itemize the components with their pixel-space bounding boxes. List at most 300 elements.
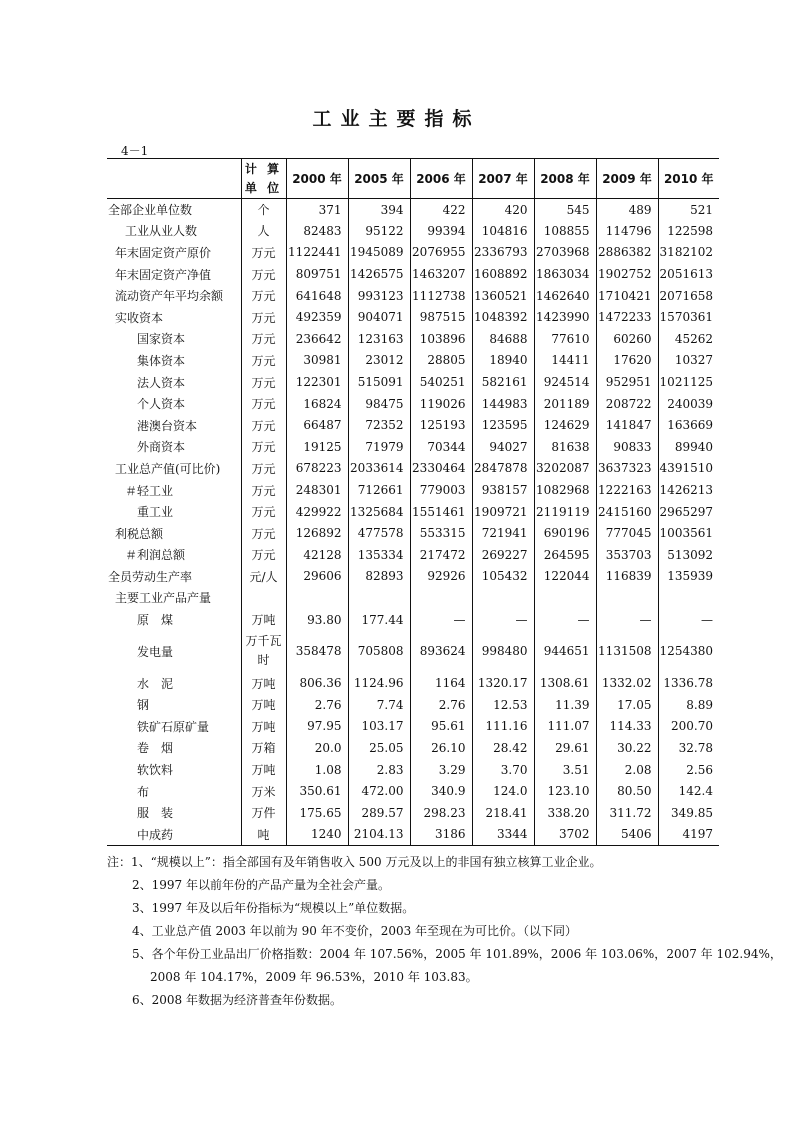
header-unit: 计 算 单 位 — [241, 159, 286, 199]
cell-value: 8.89 — [658, 694, 719, 716]
table-row — [107, 350, 719, 372]
cell-value: 72352 — [348, 414, 410, 436]
cell-value: 987515 — [410, 306, 472, 328]
row-label: 工业从业人数 — [125, 224, 198, 239]
cell-value: 422 — [410, 199, 472, 221]
row-unit: 万元 — [241, 393, 286, 415]
row-label: 主要工业产品产量 — [115, 591, 212, 606]
footnote: 2、1997 年以前年份的产品产量为全社会产量。 — [132, 878, 390, 892]
row-unit: 万箱 — [241, 737, 286, 759]
row-unit: 万元 — [241, 285, 286, 307]
row-label: 发电量 — [137, 644, 174, 659]
cell-value: 218.41 — [472, 802, 534, 824]
cell-value: 25.05 — [348, 737, 410, 759]
cell-value: 2.76 — [410, 694, 472, 716]
table-row — [107, 393, 719, 415]
cell-value: 2033614 — [348, 458, 410, 480]
table-row — [107, 220, 719, 242]
cell-value: 18940 — [472, 350, 534, 372]
cell-value: 298.23 — [410, 802, 472, 824]
cell-value: 2415160 — [596, 501, 658, 523]
row-label: 工业总产值(可比价) — [115, 461, 221, 476]
cell-value: 545 — [534, 199, 596, 221]
cell-value: 338.20 — [534, 802, 596, 824]
cell-value: 123163 — [348, 328, 410, 350]
cell-value: 952951 — [596, 371, 658, 393]
cell-value: 29.61 — [534, 737, 596, 759]
row-label: 外商资本 — [137, 440, 186, 455]
cell-value: 1360521 — [472, 285, 534, 307]
footnotes — [107, 851, 782, 1012]
cell-value: 3.29 — [410, 759, 472, 781]
row-unit: 万元 — [241, 242, 286, 264]
cell-value: 1608892 — [472, 263, 534, 285]
cell-value: 1021125 — [658, 371, 719, 393]
cell-value: 17.05 — [596, 694, 658, 716]
cell-value: 124.0 — [472, 780, 534, 802]
cell-value: 2104.13 — [348, 824, 410, 846]
row-unit: 万元 — [241, 479, 286, 501]
cell-value: 29606 — [286, 566, 348, 588]
cell-value: 1222163 — [596, 479, 658, 501]
row-unit: 元/人 — [241, 566, 286, 588]
cell-value: 10327 — [658, 350, 719, 372]
footnote: 6、2008 年数据为经济普查年份数据。 — [132, 993, 342, 1007]
row-unit: 万吨 — [241, 694, 286, 716]
cell-value: 7.74 — [348, 694, 410, 716]
row-label: 铁矿石原矿量 — [137, 719, 210, 734]
cell-value: 1240 — [286, 824, 348, 846]
cell-value: 135334 — [348, 544, 410, 566]
row-unit: 万元 — [241, 544, 286, 566]
table-row — [107, 479, 719, 501]
table-row — [107, 737, 719, 759]
row-unit: 万吨 — [241, 609, 286, 631]
cell-value: — — [472, 609, 534, 631]
cell-value — [348, 587, 410, 609]
cell-value: 124629 — [534, 414, 596, 436]
row-unit: 万元 — [241, 414, 286, 436]
cell-value: 84688 — [472, 328, 534, 350]
row-label: 个人资本 — [137, 397, 186, 412]
cell-value: 5406 — [596, 824, 658, 846]
cell-value: 108855 — [534, 220, 596, 242]
cell-value: 2847878 — [472, 458, 534, 480]
cell-value: 2965297 — [658, 501, 719, 523]
cell-value: 103896 — [410, 328, 472, 350]
row-unit: 万件 — [241, 802, 286, 824]
cell-value: 1426575 — [348, 263, 410, 285]
cell-value: 240039 — [658, 393, 719, 415]
cell-value: 70344 — [410, 436, 472, 458]
cell-value: 1320.17 — [472, 672, 534, 694]
cell-value: 2.76 — [286, 694, 348, 716]
cell-value: 1472233 — [596, 306, 658, 328]
cell-value: 3186 — [410, 824, 472, 846]
cell-value: 2.83 — [348, 759, 410, 781]
row-label: 钢 — [137, 698, 150, 713]
cell-value: 1254380 — [658, 630, 719, 672]
cell-value: 1423990 — [534, 306, 596, 328]
cell-value — [534, 587, 596, 609]
row-unit: 万米 — [241, 780, 286, 802]
table-row — [107, 759, 719, 781]
cell-value: 95.61 — [410, 716, 472, 738]
cell-value: 217472 — [410, 544, 472, 566]
header-year: 2008 年 — [534, 159, 596, 199]
table-row — [107, 522, 719, 544]
cell-value: 104816 — [472, 220, 534, 242]
cell-value: 269227 — [472, 544, 534, 566]
cell-value: 2336793 — [472, 242, 534, 264]
cell-value: 340.9 — [410, 780, 472, 802]
cell-value: 26.10 — [410, 737, 472, 759]
table-row — [107, 306, 719, 328]
table-row — [107, 780, 719, 802]
cell-value: 998480 — [472, 630, 534, 672]
table-row — [107, 285, 719, 307]
header-row — [107, 159, 719, 199]
table-row — [107, 694, 719, 716]
row-label: ＃利润总额 — [125, 548, 186, 563]
cell-value: 2.56 — [658, 759, 719, 781]
cell-value: 350.61 — [286, 780, 348, 802]
cell-value: 705808 — [348, 630, 410, 672]
cell-value: 3702 — [534, 824, 596, 846]
table-row — [107, 263, 719, 285]
cell-value: 1863034 — [534, 263, 596, 285]
cell-value: 82483 — [286, 220, 348, 242]
row-unit: 万吨 — [241, 759, 286, 781]
cell-value: 1124.96 — [348, 672, 410, 694]
header-year: 2009 年 — [596, 159, 658, 199]
row-label: 服 装 — [137, 806, 174, 821]
cell-value: 19125 — [286, 436, 348, 458]
row-unit: 万元 — [241, 522, 286, 544]
table-row — [107, 672, 719, 694]
cell-value: 1112738 — [410, 285, 472, 307]
cell-value: 641648 — [286, 285, 348, 307]
cell-value: 712661 — [348, 479, 410, 501]
header-year: 2005 年 — [348, 159, 410, 199]
cell-value: 89940 — [658, 436, 719, 458]
table-row — [107, 436, 719, 458]
cell-value: 429922 — [286, 501, 348, 523]
cell-value: 81638 — [534, 436, 596, 458]
cell-value: 944651 — [534, 630, 596, 672]
cell-value: 993123 — [348, 285, 410, 307]
cell-value: 353703 — [596, 544, 658, 566]
cell-value: 123.10 — [534, 780, 596, 802]
cell-value: 119026 — [410, 393, 472, 415]
cell-value: 111.16 — [472, 716, 534, 738]
table-row — [107, 802, 719, 824]
cell-value: 142.4 — [658, 780, 719, 802]
cell-value: 358478 — [286, 630, 348, 672]
cell-value: 806.36 — [286, 672, 348, 694]
row-label: 中成药 — [107, 824, 241, 846]
row-unit: 人 — [241, 220, 286, 242]
cell-value: 582161 — [472, 371, 534, 393]
cell-value: 777045 — [596, 522, 658, 544]
cell-value: 28805 — [410, 350, 472, 372]
table-row — [107, 199, 719, 221]
header-year: 2000 年 — [286, 159, 348, 199]
row-unit: 万元 — [241, 371, 286, 393]
cell-value: 3182102 — [658, 242, 719, 264]
cell-value: 1570361 — [658, 306, 719, 328]
cell-value: — — [410, 609, 472, 631]
cell-value: 28.42 — [472, 737, 534, 759]
cell-value: 371 — [286, 199, 348, 221]
row-label: 全部企业单位数 — [108, 203, 193, 218]
footnote: 5、各个年份工业品出厂价格指数：2004 年 107.56%，2005 年 101.89%，2006 年 103.06%，2007 年 102.94%， — [132, 947, 782, 961]
cell-value: — — [658, 609, 719, 631]
cell-value: 3344 — [472, 824, 534, 846]
cell-value: 12.53 — [472, 694, 534, 716]
row-unit: 吨 — [241, 824, 286, 846]
cell-value: 924514 — [534, 371, 596, 393]
row-label: 国家资本 — [137, 332, 186, 347]
row-label: 原 煤 — [137, 613, 174, 628]
cell-value: 141847 — [596, 414, 658, 436]
cell-value: 893624 — [410, 630, 472, 672]
cell-value: 111.07 — [534, 716, 596, 738]
row-label: 水 泥 — [137, 676, 174, 691]
table-row — [107, 242, 719, 264]
cell-value: 513092 — [658, 544, 719, 566]
cell-value — [658, 587, 719, 609]
cell-value: 938157 — [472, 479, 534, 501]
header-indicator — [107, 159, 241, 199]
cell-value: 30981 — [286, 350, 348, 372]
row-label: 重工业 — [137, 505, 174, 520]
row-label: 港澳台资本 — [137, 418, 198, 433]
cell-value — [596, 587, 658, 609]
cell-value: 1082968 — [534, 479, 596, 501]
footnote: 注：1、“规模以上”：指全部国有及年销售收入 500 万元及以上的非国有独立核算工业企业。 — [107, 855, 602, 869]
row-label: 集体资本 — [137, 353, 186, 368]
row-unit: 个 — [241, 199, 286, 221]
cell-value: 201189 — [534, 393, 596, 415]
cell-value: 97.95 — [286, 716, 348, 738]
cell-value: 1164 — [410, 672, 472, 694]
table-code: 4－1 — [121, 144, 149, 158]
cell-value: 1945089 — [348, 242, 410, 264]
cell-value: 904071 — [348, 306, 410, 328]
row-unit: 万吨 — [241, 716, 286, 738]
cell-value: 20.0 — [286, 737, 348, 759]
header-year: 2006 年 — [410, 159, 472, 199]
cell-value: 116839 — [596, 566, 658, 588]
cell-value: 1003561 — [658, 522, 719, 544]
cell-value: 1048392 — [472, 306, 534, 328]
row-unit: 万元 — [241, 458, 286, 480]
cell-value: 3.70 — [472, 759, 534, 781]
cell-value: 2119119 — [534, 501, 596, 523]
row-label: 全员劳动生产率 — [108, 569, 193, 584]
cell-value: 99394 — [410, 220, 472, 242]
cell-value: 122301 — [286, 371, 348, 393]
row-label: ＃轻工业 — [125, 483, 174, 498]
row-unit: 万元 — [241, 501, 286, 523]
table-row — [107, 824, 719, 846]
cell-value: 30.22 — [596, 737, 658, 759]
row-label: 软饮料 — [137, 763, 174, 778]
cell-value: 3202087 — [534, 458, 596, 480]
row-label: 利税总额 — [115, 526, 164, 541]
cell-value: 1426213 — [658, 479, 719, 501]
row-label: 流动资产年平均余额 — [115, 289, 224, 304]
footnote: 3、1997 年及以后年份指标为“规模以上”单位数据。 — [132, 901, 415, 915]
cell-value: 23012 — [348, 350, 410, 372]
page-title: 工业主要指标 — [312, 108, 481, 130]
cell-value: — — [534, 609, 596, 631]
cell-value: 105432 — [472, 566, 534, 588]
cell-value: 2.08 — [596, 759, 658, 781]
cell-value: 1902752 — [596, 263, 658, 285]
cell-value: 1325684 — [348, 501, 410, 523]
header-year: 2007 年 — [472, 159, 534, 199]
cell-value: 14411 — [534, 350, 596, 372]
cell-value: 114.33 — [596, 716, 658, 738]
table-row — [107, 566, 719, 588]
cell-value: 92926 — [410, 566, 472, 588]
indicator-table — [107, 158, 719, 846]
cell-value: 90833 — [596, 436, 658, 458]
cell-value: 394 — [348, 199, 410, 221]
cell-value: 2076955 — [410, 242, 472, 264]
cell-value: 2886382 — [596, 242, 658, 264]
row-unit: 万元 — [241, 436, 286, 458]
row-label: 法人资本 — [137, 375, 186, 390]
cell-value: 521 — [658, 199, 719, 221]
table-row — [107, 630, 719, 672]
cell-value: 2071658 — [658, 285, 719, 307]
cell-value: 1462640 — [534, 285, 596, 307]
cell-value: 779003 — [410, 479, 472, 501]
cell-value: 93.80 — [286, 609, 348, 631]
cell-value: 11.39 — [534, 694, 596, 716]
cell-value: 135939 — [658, 566, 719, 588]
table-row — [107, 501, 719, 523]
row-label: 布 — [137, 784, 150, 799]
row-label: 卷 烟 — [137, 741, 174, 756]
row-unit: 万元 — [241, 350, 286, 372]
cell-value: 1463207 — [410, 263, 472, 285]
cell-value: 690196 — [534, 522, 596, 544]
row-unit: 万元 — [241, 328, 286, 350]
cell-value: 1909721 — [472, 501, 534, 523]
row-unit — [241, 587, 286, 609]
table-row — [107, 458, 719, 480]
cell-value: 2051613 — [658, 263, 719, 285]
cell-value: 177.44 — [348, 609, 410, 631]
table-row — [107, 544, 719, 566]
cell-value: 60260 — [596, 328, 658, 350]
cell-value — [472, 587, 534, 609]
cell-value: 4391510 — [658, 458, 719, 480]
cell-value: 4197 — [658, 824, 719, 846]
cell-value: 122598 — [658, 220, 719, 242]
cell-value: 311.72 — [596, 802, 658, 824]
table-row — [107, 414, 719, 436]
row-unit: 万吨 — [241, 672, 286, 694]
cell-value: 200.70 — [658, 716, 719, 738]
footnote: 4、工业总产值 2003 年以前为 90 年不变价，2003 年至现在为可比价。（以下同） — [132, 924, 578, 938]
table-row — [107, 609, 719, 631]
cell-value: 32.78 — [658, 737, 719, 759]
cell-value: 208722 — [596, 393, 658, 415]
cell-value: 2703968 — [534, 242, 596, 264]
row-unit: 万千瓦时 — [241, 630, 286, 672]
cell-value — [410, 587, 472, 609]
cell-value: 489 — [596, 199, 658, 221]
cell-value: 103.17 — [348, 716, 410, 738]
cell-value: 80.50 — [596, 780, 658, 802]
cell-value: 122044 — [534, 566, 596, 588]
cell-value: 114796 — [596, 220, 658, 242]
cell-value: 1332.02 — [596, 672, 658, 694]
cell-value: 472.00 — [348, 780, 410, 802]
cell-value — [286, 587, 348, 609]
table-row — [107, 587, 719, 609]
cell-value: 1308.61 — [534, 672, 596, 694]
cell-value: 540251 — [410, 371, 472, 393]
cell-value: 125193 — [410, 414, 472, 436]
cell-value: 264595 — [534, 544, 596, 566]
cell-value: 477578 — [348, 522, 410, 544]
cell-value: 349.85 — [658, 802, 719, 824]
cell-value: 515091 — [348, 371, 410, 393]
cell-value: 98475 — [348, 393, 410, 415]
table-row — [107, 716, 719, 738]
cell-value: 809751 — [286, 263, 348, 285]
cell-value: 1122441 — [286, 242, 348, 264]
cell-value: 1336.78 — [658, 672, 719, 694]
cell-value: 678223 — [286, 458, 348, 480]
cell-value: 94027 — [472, 436, 534, 458]
cell-value: 163669 — [658, 414, 719, 436]
cell-value: 66487 — [286, 414, 348, 436]
row-unit: 万元 — [241, 263, 286, 285]
cell-value: 1551461 — [410, 501, 472, 523]
cell-value: 1.08 — [286, 759, 348, 781]
cell-value: 126892 — [286, 522, 348, 544]
cell-value: 71979 — [348, 436, 410, 458]
row-label: 实收资本 — [115, 310, 164, 325]
cell-value: 248301 — [286, 479, 348, 501]
cell-value: 42128 — [286, 544, 348, 566]
table-row — [107, 328, 719, 350]
cell-value: — — [596, 609, 658, 631]
footnote: 2008 年 104.17%，2009 年 96.53%，2010 年 103.83。 — [150, 970, 478, 984]
cell-value: 144983 — [472, 393, 534, 415]
cell-value: 721941 — [472, 522, 534, 544]
cell-value: 2330464 — [410, 458, 472, 480]
cell-value: 82893 — [348, 566, 410, 588]
row-label: 年末固定资产原价 — [115, 245, 212, 260]
cell-value: 45262 — [658, 328, 719, 350]
cell-value: 236642 — [286, 328, 348, 350]
header-year: 2010 年 — [658, 159, 719, 199]
cell-value: 492359 — [286, 306, 348, 328]
row-label: 年末固定资产净值 — [115, 267, 212, 282]
cell-value: 77610 — [534, 328, 596, 350]
cell-value: 553315 — [410, 522, 472, 544]
cell-value: 175.65 — [286, 802, 348, 824]
cell-value: 123595 — [472, 414, 534, 436]
